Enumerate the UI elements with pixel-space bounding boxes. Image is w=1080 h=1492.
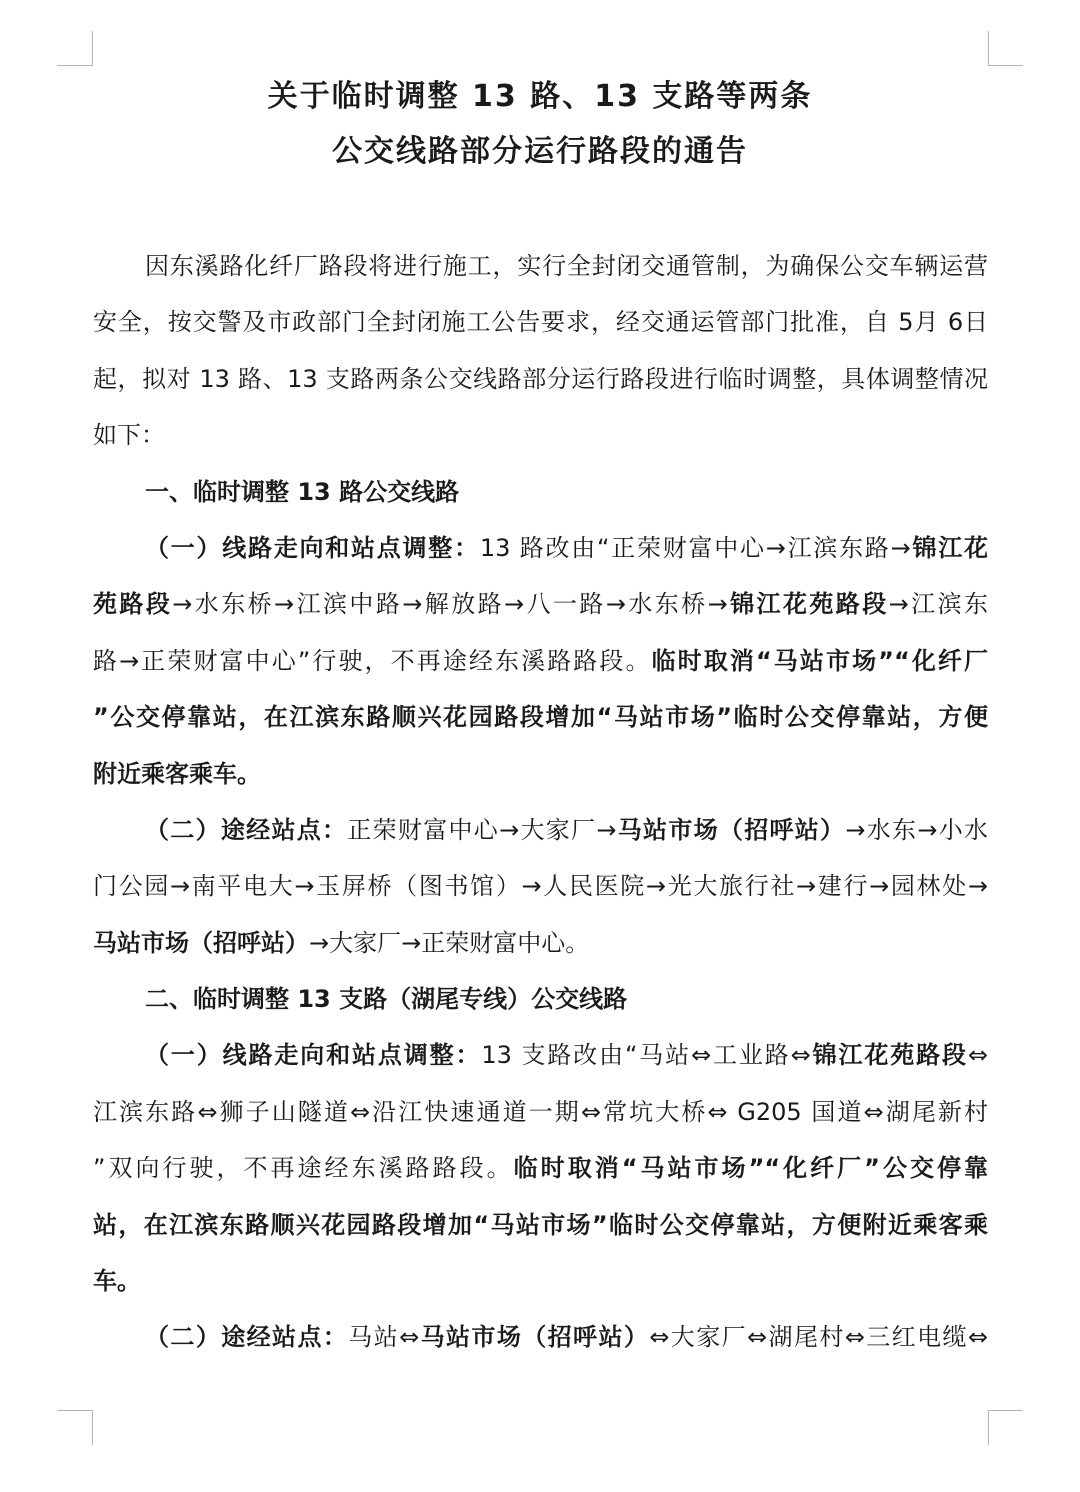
emphasis-text: 临时取消“马站市场”“化纤厂 [651, 646, 988, 675]
emphasis-text: 马站市场（招呼站） [93, 928, 309, 957]
text-line [93, 520, 988, 576]
text-run: ”双向行驶，不再途经东溪路路段。 [93, 1154, 514, 1183]
item-label: （二）途经站点： [145, 815, 348, 844]
text-run: ⇔大家厂⇔湖尾村⇔三红电缆⇔ [649, 1323, 988, 1352]
text-run: 正荣财富中心→大家厂→ [347, 815, 617, 844]
section-1-heading: 一、临时调整 13 路公交线路 [145, 477, 460, 506]
crop-mark-bottom-left [57, 1410, 93, 1445]
text-line: 因东溪路化纤厂路段将进行施工，实行全封闭交通管制，为确保公交车辆运营 [145, 252, 988, 280]
text-line: 如下： [93, 421, 165, 450]
text-run: ⇔ [967, 1041, 988, 1070]
emphasis-text: 马站市场（招呼站） [419, 1323, 650, 1352]
text-line [93, 1027, 988, 1083]
emphasis-text: 锦江花苑路段 [727, 590, 889, 619]
text-line [93, 858, 988, 914]
text-run: →水东桥→江滨中路→解放路→八一路→水东桥→ [172, 590, 728, 619]
crop-mark-top-left [57, 31, 93, 66]
text-line [93, 1253, 988, 1309]
intro-paragraph [93, 238, 988, 464]
document-title [0, 69, 1080, 179]
text-line [93, 576, 988, 632]
title-line: 公交线路部分运行路段的通告 [332, 134, 748, 169]
text-line [93, 802, 988, 858]
emphasis-text: 车。 [93, 1267, 141, 1296]
text-line [93, 1197, 988, 1253]
text-run: →水东→小水 [845, 815, 988, 844]
emphasis-text: 马站市场（招呼站） [616, 815, 846, 844]
text-line [93, 1140, 988, 1196]
item-label: （一）线路走向和站点调整： [145, 533, 480, 562]
text-line [93, 689, 988, 745]
text-run: 江滨东路⇔狮子山隧道⇔沿江快速通道一期⇔常坑大桥⇔ G205 国道⇔湖尾新村 [93, 1097, 988, 1126]
text-line [93, 1084, 988, 1140]
section-2-stops-paragraph [93, 1309, 988, 1365]
emphasis-text: 附近乘客乘车。 [93, 759, 261, 788]
text-line [93, 915, 988, 971]
text-line: 起，拟对 13 路、13 支路两条公交线路部分运行路段进行临时调整，具体调整情况 [93, 364, 988, 393]
text-run: 13 支路改由“马站⇔工业路⇔ [481, 1041, 811, 1070]
item-label: （二）途经站点： [145, 1323, 349, 1352]
emphasis-text: 站，在江滨东路顺兴花园路段增加“马站市场”临时公交停靠站，方便附近乘客乘 [93, 1210, 988, 1239]
emphasis-text: 苑路段 [93, 590, 173, 619]
text-run: →大家厂→正荣财富中心。 [309, 928, 590, 957]
text-run: 路→正荣财富中心”行驶，不再途经东溪路路段。 [93, 646, 652, 675]
text-run: 13 路改由“正荣财富中心→江滨东路→ [479, 533, 911, 562]
section-1-stops-paragraph [93, 802, 988, 971]
text-run: 门公园→南平电大→玉屏桥（图书馆）→人民医院→光大旅行社→建行→园林处→ [93, 872, 988, 901]
emphasis-text: 锦江花苑路段 [810, 1041, 968, 1070]
text-line: 安全，按交警及市政部门全封闭施工公告要求，经交通运管部门批准，自 5月 6日 [93, 308, 988, 337]
text-line [93, 746, 988, 802]
emphasis-text: 临时取消“马站市场”“化纤厂”公交停靠 [513, 1154, 988, 1183]
section-2-route-adjustment-paragraph [93, 1027, 988, 1309]
section-2-heading: 二、临时调整 13 支路（湖尾专线）公交线路 [145, 985, 628, 1014]
crop-mark-bottom-right [988, 1410, 1023, 1445]
document-body [93, 238, 988, 1366]
item-label: （一）线路走向和站点调整： [145, 1041, 482, 1070]
text-run: 马站⇔ [348, 1323, 420, 1352]
text-line [93, 633, 988, 689]
section-1-route-adjustment-paragraph [93, 520, 988, 802]
title-line: 关于临时调整 13 路、13 支路等两条 [267, 79, 813, 114]
text-line [93, 1309, 988, 1365]
text-run: →江滨东 [888, 590, 988, 619]
emphasis-text: 锦江花 [910, 533, 988, 562]
emphasis-text: ”公交停靠站，在江滨东路顺兴花园路段增加“马站市场”临时公交停靠站，方便 [93, 703, 988, 732]
crop-mark-top-right [988, 31, 1023, 66]
